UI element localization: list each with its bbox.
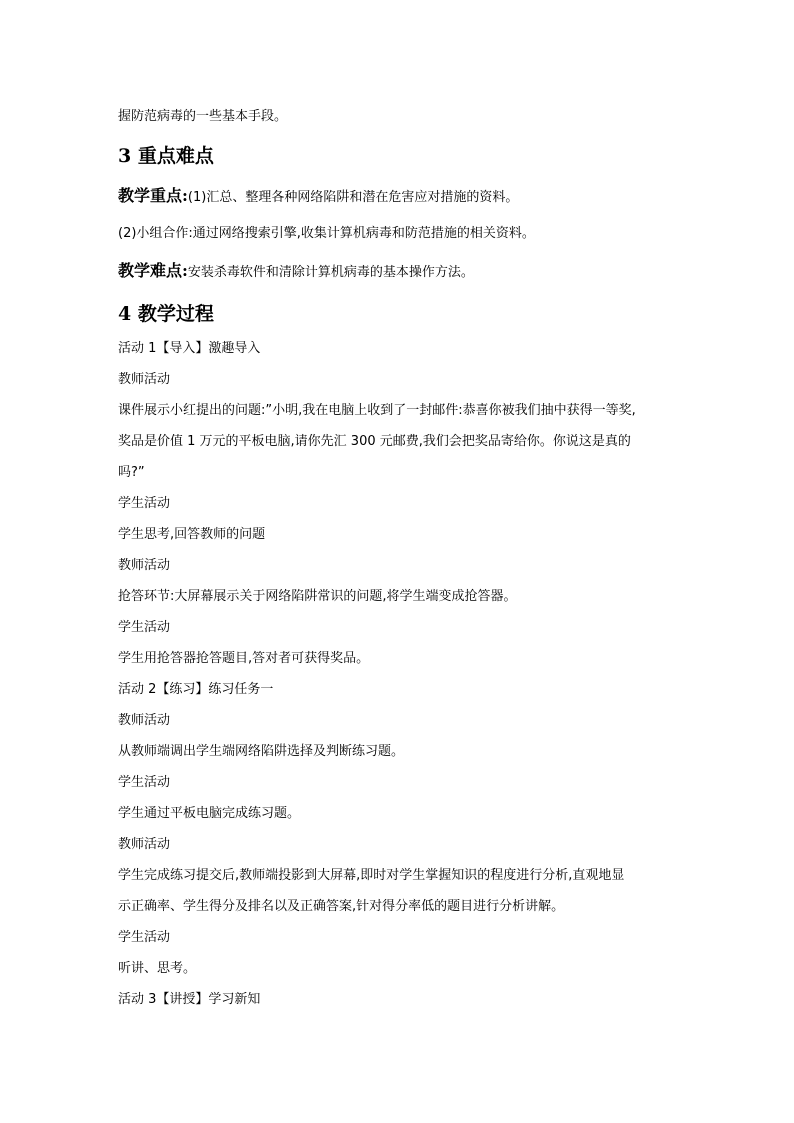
teacher-activity-label: 教师活动 (118, 558, 171, 573)
student-activity-label: 学生活动 (118, 930, 171, 945)
student-activity-label: 学生活动 (118, 620, 171, 635)
paragraph-line: 奖品是价值 1 万元的平板电脑,请你先汇 300 元邮费,我们会把奖品寄给你。你说这是真的 (118, 434, 631, 449)
document-body (118, 101, 688, 1015)
paragraph-line: 学生完成练习提交后,教师端投影到大屏幕,即时对学生掌握知识的程度进行分析,直观地显 (118, 868, 625, 883)
paragraph-line: 吗?” (118, 465, 145, 480)
teacher-activity-label: 教师活动 (118, 713, 171, 728)
key-points-label: 教学重点: (118, 186, 188, 205)
student-activity-label: 学生活动 (118, 775, 171, 790)
key-points-paragraph (118, 179, 688, 215)
activity-3-heading: 活动 3【讲授】学习新知 (118, 992, 261, 1007)
student-activity-label: 学生活动 (118, 496, 171, 511)
teacher-activity-label: 教师活动 (118, 372, 171, 387)
paragraph-line: 抢答环节:大屏幕展示关于网络陷阱常识的问题,将学生端变成抢答器。 (118, 589, 517, 604)
paragraph-line: 听讲、思考。 (118, 961, 197, 976)
activity-1-heading: 活动 1【导入】激趣导入 (118, 341, 261, 356)
key-points-item-2: (2)小组合作:通过网络搜索引擎,收集计算机病毒和防范措施的相关资料。 (118, 226, 535, 241)
paragraph-line: 学生思考,回答教师的问题 (118, 527, 266, 542)
paragraph-line: 课件展示小红提出的问题:”小明,我在电脑上收到了一封邮件:恭喜你被我们抽中获得一等奖, (118, 403, 636, 418)
teacher-activity-label: 教师活动 (118, 837, 171, 852)
difficulty-paragraph (118, 255, 688, 289)
section-4-heading: 4 教学过程 (118, 303, 214, 325)
process-lines (118, 333, 688, 1015)
paragraph-line: 学生通过平板电脑完成练习题。 (118, 806, 301, 821)
difficulty-text: 安装杀毒软件和清除计算机病毒的基本操作方法。 (187, 265, 474, 280)
paragraph-line: 从教师端调出学生端网络陷阱选择及判断练习题。 (118, 744, 405, 759)
paragraph-line: 学生用抢答器抢答题目,答对者可获得奖品。 (118, 651, 370, 666)
difficulty-label: 教学难点: (118, 261, 188, 280)
activity-2-heading: 活动 2【练习】练习任务一 (118, 682, 274, 697)
section-3-heading: 3 重点难点 (118, 145, 214, 167)
key-points-text: (1)汇总、整理各种网络陷阱和潜在危害应对措施的资料。 (187, 190, 519, 205)
paragraph-line: 示正确率、学生得分及排名以及正确答案,针对得分率低的题目进行分析讲解。 (118, 899, 565, 914)
intro-line: 握防范病毒的一些基本手段。 (118, 109, 288, 124)
